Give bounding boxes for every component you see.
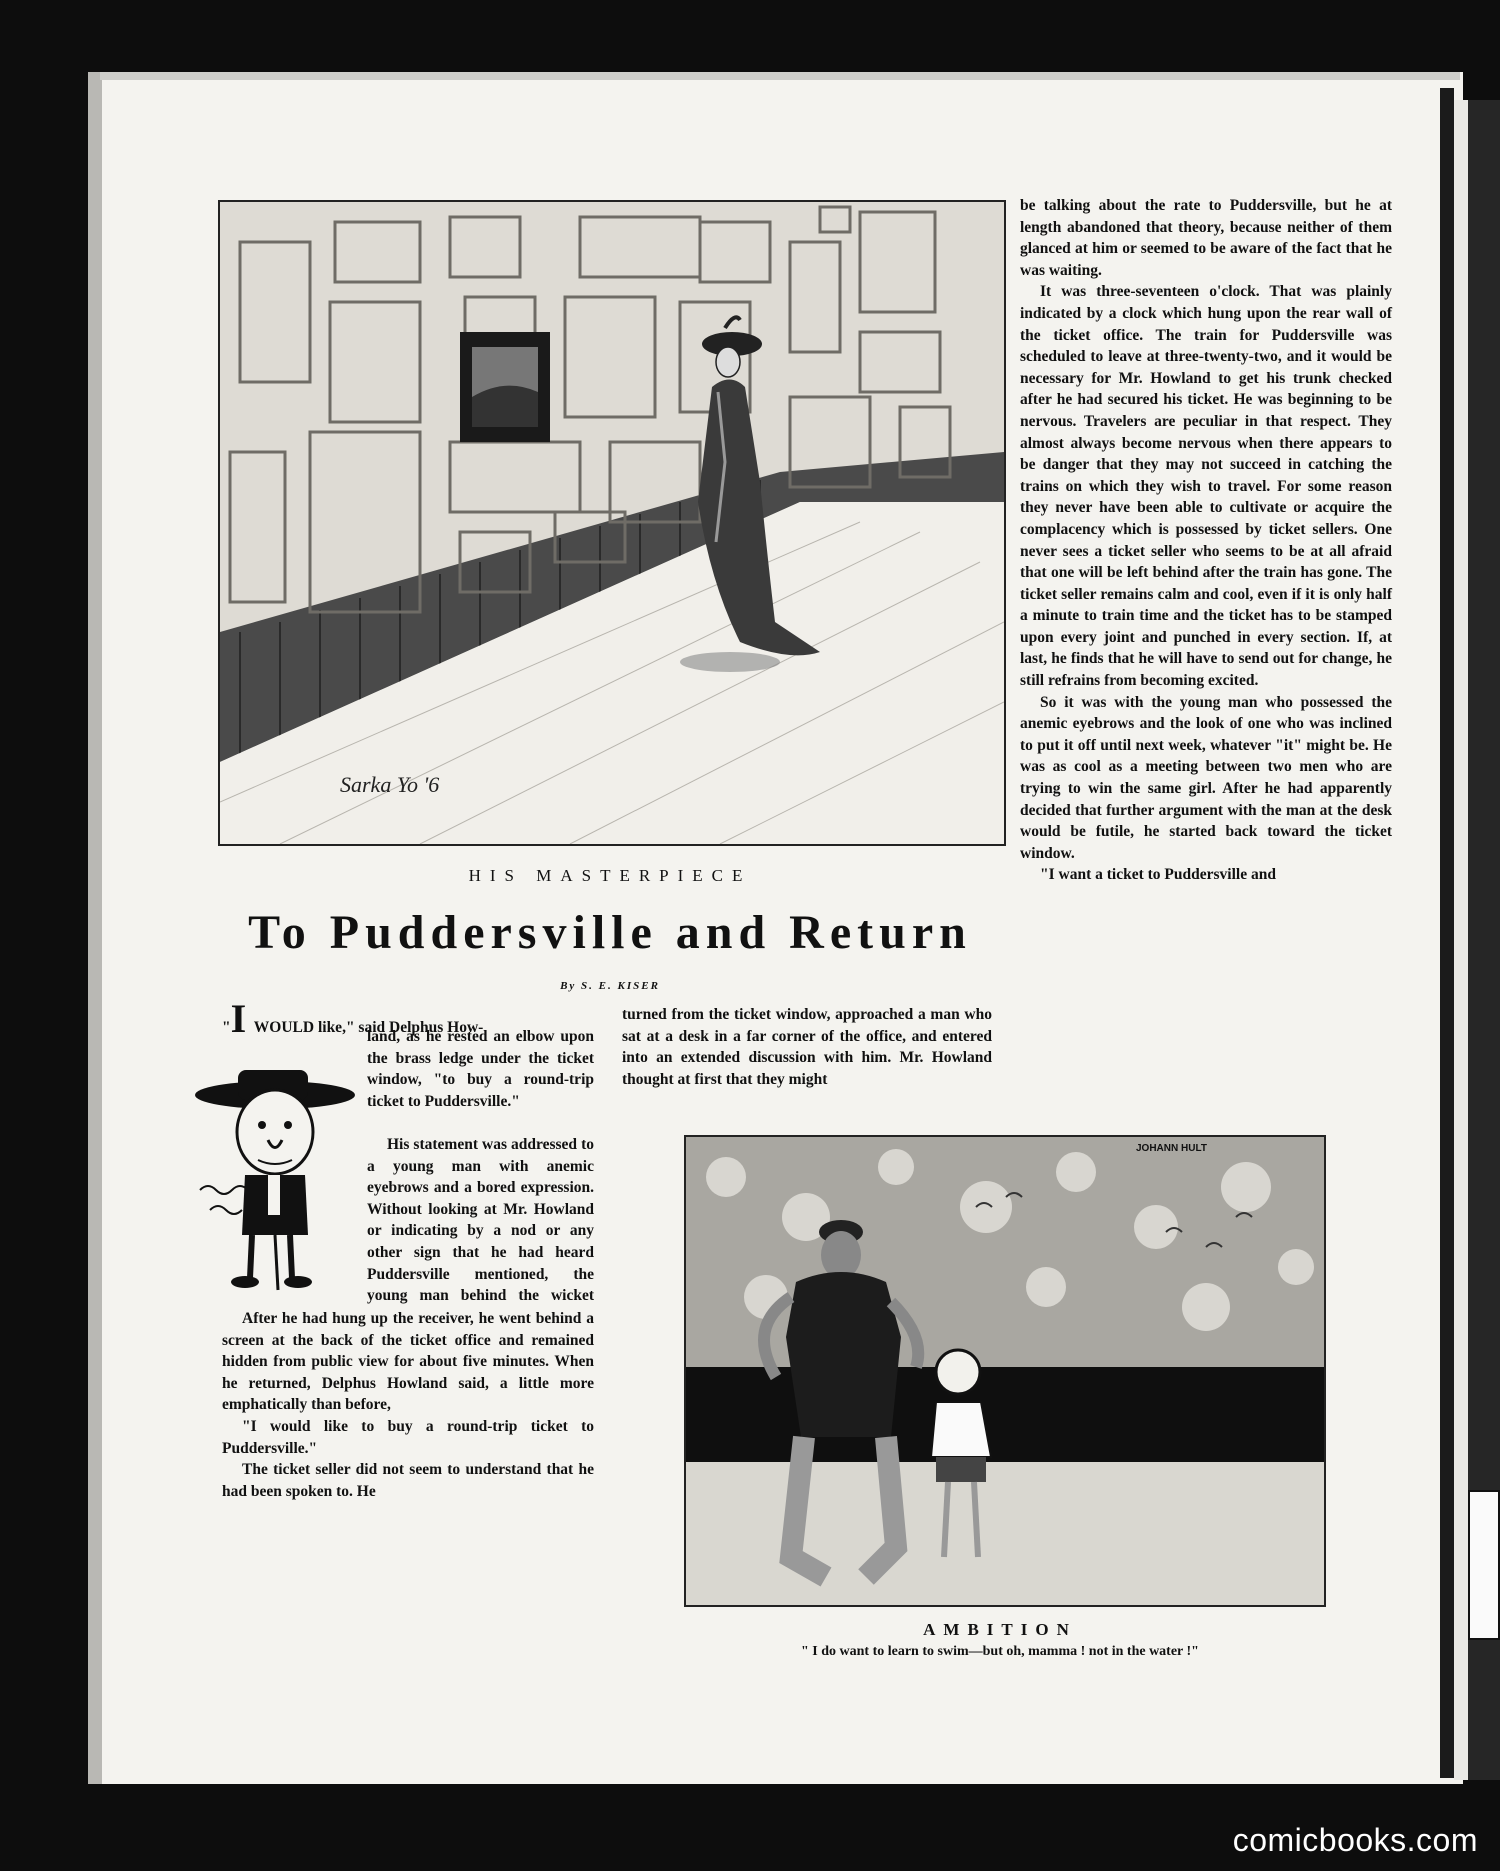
column-3-paragraph-4: "I want a ticket to Puddersville and [1040, 866, 1276, 884]
column-3-paragraph-3: So it was with the young man who possessed the anemic eyebrows and the look of one who was inclined to put it off until next week, whatever "it" might be. He was as cool as a meeting between two men who are trying to win the same girl. After he had apparently decided that further argument with the man at the desk would be futile, he started back toward the ticket window. [1020, 693, 1392, 862]
paragraph-5: The ticket seller did not seem to understand that he had been spoken to. He [222, 1461, 594, 1500]
column-3-paragraph-2: It was three-seventeen o'clock. That was plainly indicated by a clock which hung upon the rear wall of the ticket office. The train for Puddersville was scheduled to leave at three-twenty-two, and it would be necessary for Mr. Howland to get his trunk checked after he had secured his ticket. He was beginning to be nervous. Travelers are peculiar in that respect. They almost always become nervous when there appears to be danger that they may not succeed in catching the trains on which they wish to travel. For some reason they never have been able to cultivate or acquire the complacency which is possessed by ticket sellers. One never sees a ticket seller who seems to be at all afraid that one will be left behind after the train has gone. The ticket seller remains calm and cool, even if it is only half a minute to train time and the ticket has to be stamped upon every joint and punched in every section. If, at last, he finds that he will have to send out for change, he still refrains from becoming excited. [1020, 283, 1392, 690]
column-1-body [367, 1134, 594, 1308]
column-3 [1020, 195, 1392, 886]
article-byline: By S. E. KISER [560, 980, 660, 992]
column-2-paragraph: turned from the ticket window, approached a man who sat at a desk in a far corner of the office, and entered into an extended discussion with him. Mr. Howland thought at first that they might [622, 1006, 992, 1088]
ambition-signature: JOHANN HULT [1136, 1143, 1207, 1154]
paragraph-2-narrow [367, 1134, 594, 1308]
cartoon-man-illustration [190, 1060, 370, 1300]
drop-cap: I [230, 996, 247, 1041]
paragraph-2-text: His statement was addressed to a young man with anemic eyebrows and a bored expression. Without looking at Mr. Howland or indicating by a nod or any other sign that he had heard Puddersville mentioned, the young man behind the wicket [367, 1136, 594, 1305]
paragraph-1-narrow: land, as he rested an elbow upon the brass ledge under the ticket window, "to buy a round-trip ticket to Puddersville." [367, 1028, 594, 1110]
open-quote: " [222, 1019, 231, 1036]
gallery-illustration [218, 200, 1006, 846]
top-illustration-caption: HIS MASTERPIECE [468, 866, 752, 885]
article-title: To Puddersville and Return [248, 906, 972, 959]
site-watermark: comicbooks.com [1232, 1822, 1478, 1858]
adjacent-page-edge [1454, 100, 1500, 1780]
gallery-drawing [220, 202, 1004, 844]
page-gutter [1440, 88, 1454, 1778]
column-1-narrow [367, 1026, 594, 1112]
ambition-caption: " I do want to learn to swim—but oh, mamma ! not in the water !" [801, 1644, 1199, 1659]
column-2 [622, 1004, 992, 1090]
ambition-drawing [686, 1137, 1324, 1605]
column-3-paragraph-1: be talking about the rate to Puddersville, but he at length abandoned that theory, because neither of them glanced at him or seemed to be aware of the fact that he was waiting. [1020, 197, 1392, 279]
paragraph-4: "I would like to buy a round-trip ticket to Puddersville." [222, 1417, 594, 1457]
ambition-illustration [684, 1135, 1326, 1607]
adjacent-page-tab [1468, 1490, 1500, 1640]
gallery-signature: Sarka Yo '6 [340, 772, 440, 797]
opening-line-text: WOULD like," said Delphus How- [253, 1019, 484, 1036]
paragraph-3: After he had hung up the receiver, he went behind a screen at the back of the ticket office and remained hidden from public view for about five minutes. When he returned, Delphus Howland said, a little more emphatically than before, [222, 1310, 594, 1414]
ambition-title: AMBITION [923, 1620, 1077, 1639]
column-1-lower [222, 1308, 594, 1502]
page-top-edge [100, 72, 1460, 80]
